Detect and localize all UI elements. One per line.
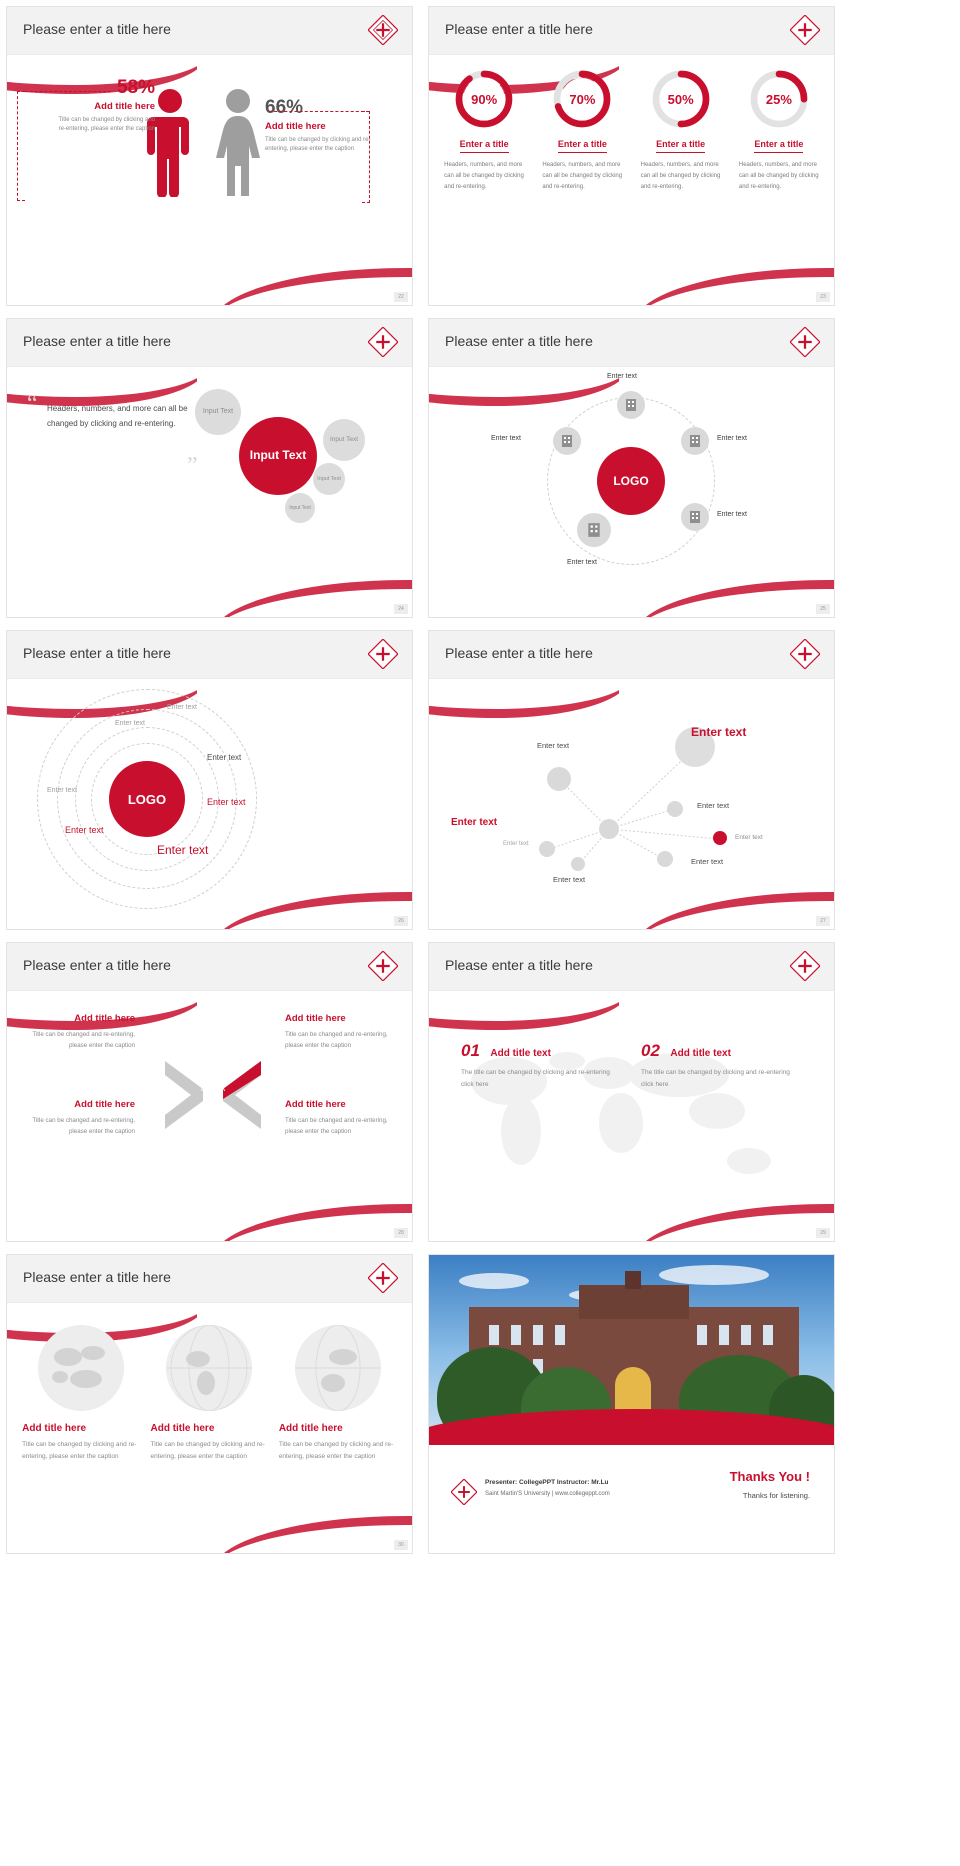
university-seal-icon bbox=[368, 951, 398, 981]
quadrant-title: Add title here bbox=[285, 1013, 346, 1024]
node-label-top: Enter text bbox=[607, 373, 637, 380]
entrance-arch bbox=[615, 1367, 651, 1415]
node-small-3 bbox=[667, 801, 683, 817]
globe-title: Add title here bbox=[150, 1423, 215, 1434]
center-logo bbox=[109, 761, 185, 837]
slide-header bbox=[7, 319, 412, 367]
gear-label: Input Text bbox=[317, 475, 341, 482]
quadrant-caption: Title can be changed and re-entering, please enter the caption bbox=[285, 1117, 388, 1136]
svg-text:A: A bbox=[218, 1083, 226, 1093]
slide-25[interactable] bbox=[428, 318, 835, 618]
stat-percent: 58% bbox=[116, 77, 155, 98]
page-title: Please enter a title here bbox=[445, 21, 593, 37]
building-icon bbox=[688, 434, 702, 448]
cloud bbox=[659, 1265, 769, 1285]
slide-body bbox=[7, 991, 412, 1241]
slide-22[interactable] bbox=[6, 6, 413, 306]
slide-body bbox=[429, 679, 834, 929]
globe-item bbox=[22, 1325, 140, 1464]
university-seal-icon bbox=[368, 1263, 398, 1293]
stat-block-male bbox=[55, 77, 155, 135]
page-number: 29 bbox=[816, 1228, 830, 1238]
slide-body bbox=[7, 367, 412, 617]
red-swoosh-bottom bbox=[624, 563, 835, 618]
university-seal-icon bbox=[790, 951, 820, 981]
ring-label-5: Enter text bbox=[207, 797, 246, 807]
node-label-right: Enter text bbox=[717, 435, 747, 442]
quote-text: Headers, numbers, and more can all be changed by clicking and re-entering. bbox=[47, 404, 188, 429]
page-number: 22 bbox=[394, 292, 408, 302]
slide-header bbox=[7, 943, 412, 991]
dashed-bracket-left bbox=[17, 91, 25, 201]
numbered-item-2 bbox=[641, 1041, 801, 1090]
page-title: Please enter a title here bbox=[445, 957, 593, 973]
red-swoosh-bottom bbox=[202, 875, 413, 930]
slide-header bbox=[429, 319, 834, 367]
donut-caption: Headers, numbers, and more can all be changed by clicking and re-entering. bbox=[640, 162, 721, 190]
stat-title: Add title here bbox=[94, 101, 155, 112]
stat-caption: Title can be changed by clicking and re-entering, please enter the caption bbox=[58, 117, 155, 133]
quadrant-caption: Title can be changed and re-entering, please enter the caption bbox=[32, 1031, 135, 1050]
red-swoosh-bottom bbox=[202, 1499, 413, 1554]
gear-red-main bbox=[239, 417, 317, 495]
slide-26[interactable] bbox=[6, 630, 413, 930]
slide-24[interactable] bbox=[6, 318, 413, 618]
gear-grey-1 bbox=[195, 389, 241, 435]
quadrant-c bbox=[21, 1099, 135, 1137]
gear-label: Input Text bbox=[202, 407, 234, 415]
network-links bbox=[429, 679, 835, 930]
building-icon bbox=[688, 510, 702, 524]
globe-caption: Title can be changed by clicking and re-entering, please enter the caption bbox=[22, 1441, 137, 1461]
building-icon bbox=[624, 398, 638, 412]
label-node-1: Enter text bbox=[537, 741, 570, 750]
node-label-bottom-right: Enter text bbox=[717, 511, 747, 518]
donut-item bbox=[440, 69, 528, 192]
node-small-2 bbox=[539, 841, 555, 857]
slide-body bbox=[429, 55, 834, 305]
cloud bbox=[459, 1273, 529, 1289]
slide-header bbox=[429, 943, 834, 991]
stat-caption: Title can be changed by clicking and re-entering, please enter the caption bbox=[265, 137, 371, 153]
label-node-3: Enter text bbox=[691, 857, 724, 866]
slide-header bbox=[7, 1255, 412, 1303]
page-number: 23 bbox=[816, 292, 830, 302]
gear-label: Input Text bbox=[289, 505, 311, 511]
quadrant-caption: Title can be changed and re-entering, please enter the caption bbox=[32, 1117, 135, 1136]
donut-row bbox=[429, 55, 834, 192]
female-figure-icon bbox=[212, 87, 264, 197]
ring-label-7: Enter text bbox=[157, 843, 209, 857]
university-seal-icon bbox=[368, 15, 398, 45]
slide-31-thanks[interactable] bbox=[428, 1254, 835, 1554]
slide-body bbox=[7, 1303, 412, 1553]
page-title: Please enter a title here bbox=[23, 21, 171, 37]
x-arrow-diagram-icon bbox=[163, 1057, 263, 1139]
slide-27[interactable] bbox=[428, 630, 835, 930]
quadrant-title: Add title here bbox=[285, 1099, 346, 1110]
donut-chart bbox=[651, 69, 711, 129]
globe-caption: Title can be changed by clicking and re-entering, please enter the caption bbox=[150, 1441, 265, 1461]
donut-chart bbox=[552, 69, 612, 129]
gear-label: Input Text bbox=[249, 448, 307, 463]
donut-title: Enter a title bbox=[558, 139, 607, 153]
dashed-line-right bbox=[269, 111, 369, 112]
quadrant-title: Add title here bbox=[74, 1099, 135, 1110]
node-center bbox=[599, 819, 619, 839]
ring-label-2: Enter text bbox=[167, 704, 197, 711]
item-caption: The title can be changed by clicking and re-entering click here bbox=[641, 1069, 790, 1088]
globe-row bbox=[7, 1303, 412, 1464]
donut-caption: Headers, numbers, and more can all be changed by clicking and re-entering. bbox=[444, 162, 524, 190]
item-number: 01 bbox=[461, 1041, 480, 1060]
svg-text:D: D bbox=[200, 1083, 208, 1093]
donut-title: Enter a title bbox=[656, 139, 705, 153]
red-swoosh-bottom bbox=[202, 563, 413, 618]
item-title: Add title text bbox=[670, 1048, 731, 1059]
university-seal-icon bbox=[790, 639, 820, 669]
globe-title: Add title here bbox=[278, 1423, 343, 1434]
globe-item bbox=[279, 1325, 397, 1464]
slide-30[interactable] bbox=[6, 1254, 413, 1554]
page-number: 30 bbox=[394, 1540, 408, 1550]
page-number: 28 bbox=[394, 1228, 408, 1238]
red-swoosh-bottom bbox=[624, 251, 835, 306]
node-small-5 bbox=[571, 857, 585, 871]
building-tower bbox=[579, 1285, 689, 1319]
center-logo bbox=[597, 447, 665, 515]
slide-header bbox=[429, 7, 834, 55]
red-swoosh-bottom bbox=[202, 1187, 413, 1242]
ring-label-1: Enter text bbox=[115, 720, 145, 727]
building-icon bbox=[560, 434, 574, 448]
page-number: 26 bbox=[394, 916, 408, 926]
page-number: 27 bbox=[816, 916, 830, 926]
quadrant-d bbox=[21, 1013, 135, 1051]
donut-value: 90% bbox=[463, 78, 505, 120]
page-title: Please enter a title here bbox=[23, 957, 171, 973]
quadrant-b bbox=[285, 1099, 399, 1137]
label-primary: Enter text bbox=[691, 725, 747, 739]
gear-grey-3 bbox=[313, 463, 345, 495]
page-title: Please enter a title here bbox=[23, 1269, 171, 1285]
quote-close-icon: ” bbox=[187, 453, 198, 479]
label-node-4: Enter text bbox=[553, 875, 586, 884]
page-title: Please enter a title here bbox=[23, 645, 171, 661]
donut-value: 50% bbox=[660, 78, 702, 120]
globe-icon bbox=[38, 1325, 124, 1411]
label-node-5: Enter text bbox=[503, 841, 529, 847]
globe-icon bbox=[166, 1325, 252, 1411]
donut-caption: Headers, numbers, and more can all be changed by clicking and re-entering. bbox=[738, 162, 819, 190]
ring-label-3: Enter text bbox=[47, 787, 77, 794]
node-small-1 bbox=[547, 767, 571, 791]
page-title: Please enter a title here bbox=[445, 333, 593, 349]
gear-label: Input Text bbox=[329, 436, 359, 444]
slide-header bbox=[7, 7, 412, 55]
quote-open-icon: “ bbox=[27, 391, 38, 417]
page-number: 25 bbox=[816, 604, 830, 614]
dashed-bracket-right bbox=[362, 111, 370, 203]
gear-grey-4 bbox=[285, 493, 315, 523]
university-seal-icon bbox=[451, 1479, 477, 1505]
globe-title: Add title here bbox=[22, 1423, 87, 1434]
label-node-red: Enter text bbox=[735, 834, 763, 841]
university-seal-icon bbox=[790, 327, 820, 357]
slide-body bbox=[7, 679, 412, 929]
slide-header bbox=[7, 631, 412, 679]
slide-body bbox=[7, 55, 412, 305]
center-logo-label: LOGO bbox=[127, 791, 167, 807]
university-seal-icon bbox=[790, 15, 820, 45]
quadrant-a bbox=[285, 1013, 399, 1051]
quadrant-caption: Title can be changed and re-entering, please enter the caption bbox=[285, 1031, 388, 1050]
globe-caption: Title can be changed by clicking and re-entering, please enter the caption bbox=[278, 1441, 394, 1461]
stat-percent: 66% bbox=[265, 97, 304, 118]
slide-header bbox=[429, 631, 834, 679]
donut-value: 25% bbox=[758, 78, 800, 120]
globe-item bbox=[150, 1325, 268, 1464]
slide-28[interactable] bbox=[6, 942, 413, 1242]
donut-title: Enter a title bbox=[460, 139, 509, 153]
node-label-bottom-left: Enter text bbox=[567, 559, 597, 566]
item-title: Add title text bbox=[490, 1048, 551, 1059]
thanks-footer bbox=[429, 1445, 834, 1553]
slide-body bbox=[429, 367, 834, 617]
ring-label-6: Enter text bbox=[65, 825, 104, 835]
organization-line: Saint Martin'S University | www.collegeppt.com bbox=[485, 1491, 610, 1497]
ring-label-4: Enter text bbox=[207, 753, 242, 762]
donut-chart bbox=[454, 69, 514, 129]
building-spire bbox=[625, 1271, 641, 1289]
stat-block-female bbox=[265, 97, 375, 155]
donut-title: Enter a title bbox=[754, 139, 803, 153]
page-number: 24 bbox=[394, 604, 408, 614]
donut-value: 70% bbox=[561, 78, 603, 120]
gear-grey-2 bbox=[323, 419, 365, 461]
item-number: 02 bbox=[641, 1041, 660, 1060]
page-title: Please enter a title here bbox=[23, 333, 171, 349]
red-swoosh-bottom bbox=[202, 251, 413, 306]
donut-chart bbox=[749, 69, 809, 129]
page-title: Please enter a title here bbox=[445, 645, 593, 661]
thanks-title: Thanks You ! bbox=[729, 1469, 810, 1484]
donut-item bbox=[735, 69, 823, 192]
slide-23[interactable] bbox=[428, 6, 835, 306]
center-logo-label: LOGO bbox=[613, 474, 649, 488]
svg-text:C: C bbox=[200, 1101, 208, 1111]
quadrant-title: Add title here bbox=[74, 1013, 135, 1024]
node-label-left: Enter text bbox=[491, 435, 521, 442]
label-left: Enter text bbox=[451, 817, 498, 828]
globe-icon bbox=[295, 1325, 381, 1411]
university-seal-icon bbox=[368, 639, 398, 669]
node-small-4 bbox=[657, 851, 673, 867]
donut-item bbox=[637, 69, 725, 192]
thanks-subtitle: Thanks for listening. bbox=[742, 1491, 810, 1500]
item-caption: The title can be changed by clicking and re-entering click here bbox=[461, 1069, 610, 1088]
numbered-item-1 bbox=[461, 1041, 611, 1090]
node-red bbox=[713, 831, 727, 845]
stat-title: Add title here bbox=[265, 121, 326, 132]
label-node-2: Enter text bbox=[697, 801, 730, 810]
slide-29[interactable] bbox=[428, 942, 835, 1242]
svg-text:B: B bbox=[218, 1101, 226, 1111]
presenter-line: Presenter: CollegePPT Instructor: Mr.Lu bbox=[485, 1479, 609, 1486]
slide-body bbox=[429, 991, 834, 1241]
campus-photo bbox=[429, 1255, 834, 1445]
building-icon bbox=[586, 522, 602, 538]
donut-caption: Headers, numbers, and more can all be changed by clicking and re-entering. bbox=[542, 162, 623, 190]
donut-item bbox=[538, 69, 626, 192]
university-seal-icon bbox=[368, 327, 398, 357]
